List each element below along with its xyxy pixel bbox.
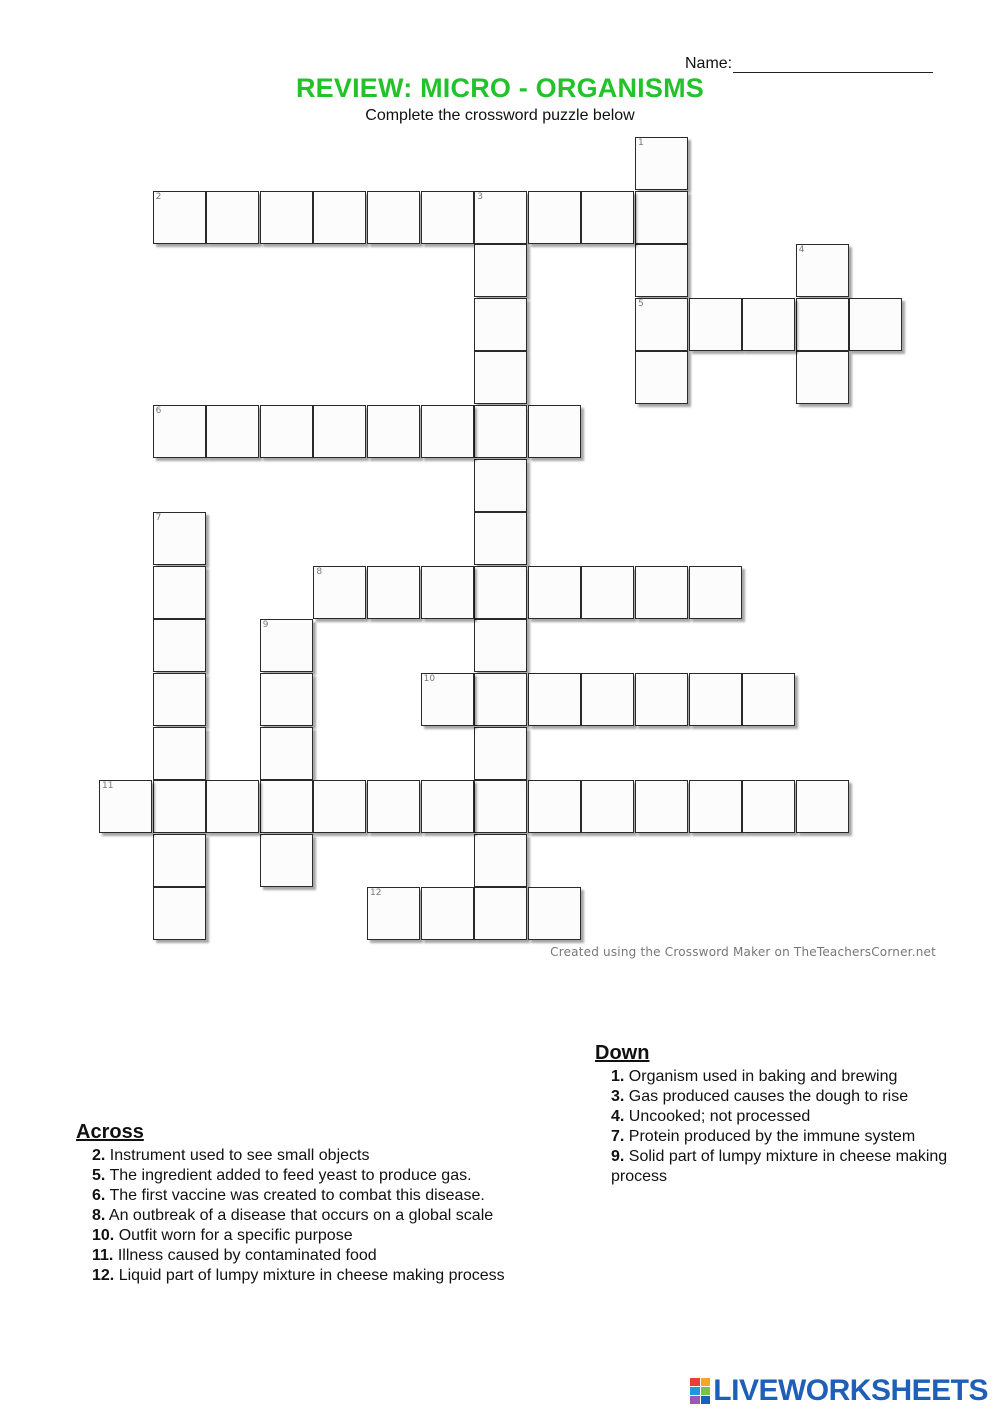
crossword-cell[interactable] <box>153 780 206 833</box>
crossword-cell[interactable] <box>206 191 259 244</box>
logo-square <box>690 1396 700 1404</box>
clue-number: 7 <box>155 513 162 524</box>
clue-text: The ingredient added to feed yeast to produce gas. <box>109 1167 472 1184</box>
crossword-cell[interactable] <box>474 619 527 672</box>
down-clue-list <box>595 1067 955 1187</box>
down-clue <box>611 1127 955 1147</box>
crossword-cell[interactable] <box>689 780 742 833</box>
crossword-cell[interactable] <box>367 405 420 458</box>
crossword-cell[interactable] <box>153 673 206 726</box>
clue-number: 6 <box>155 406 162 416</box>
clue-text: Gas produced causes the dough to rise <box>628 1088 909 1105</box>
logo-square <box>690 1387 700 1395</box>
clue-number: 1. <box>611 1068 625 1085</box>
down-clue <box>611 1147 955 1187</box>
crossword-cell[interactable] <box>635 244 688 297</box>
crossword-cell[interactable] <box>635 137 688 190</box>
clue-number: 11. <box>92 1247 114 1264</box>
clue-number: 1 <box>638 138 644 148</box>
across-clue <box>92 1186 576 1206</box>
crossword-cell[interactable] <box>528 780 581 833</box>
down-clue <box>611 1107 955 1127</box>
crossword-cell[interactable] <box>528 191 581 244</box>
crossword-cell[interactable] <box>528 887 581 940</box>
crossword-cell[interactable] <box>260 727 313 780</box>
crossword-cell[interactable] <box>635 191 688 244</box>
crossword-cell[interactable] <box>581 780 634 833</box>
crossword-cell[interactable] <box>474 298 527 351</box>
crossword-cell[interactable] <box>689 298 742 351</box>
crossword-cell[interactable] <box>474 727 527 780</box>
clue-number: 2 <box>155 191 162 202</box>
crossword-cell[interactable] <box>153 887 206 940</box>
clue-number: 12 <box>370 888 382 899</box>
across-clue <box>92 1146 576 1166</box>
crossword-cell[interactable] <box>421 566 474 619</box>
logo-square <box>701 1396 711 1404</box>
clue-number: 10. <box>92 1227 115 1244</box>
clue-number: 8. <box>92 1207 106 1224</box>
crossword-cell[interactable] <box>635 566 688 619</box>
crossword-cell[interactable] <box>796 780 849 833</box>
across-clue <box>92 1206 576 1226</box>
clue-number: 9 <box>262 620 269 631</box>
crossword-cell[interactable] <box>474 673 527 726</box>
clue-number: 4 <box>798 245 805 256</box>
down-clue <box>611 1067 955 1087</box>
clue-number: 12. <box>92 1267 115 1284</box>
liveworksheets-logo <box>690 1374 988 1408</box>
clue-number: 10 <box>423 674 436 684</box>
clue-number: 3 <box>477 191 483 202</box>
logo-square <box>701 1378 711 1386</box>
crossword-cell[interactable] <box>528 405 581 458</box>
crossword-cell[interactable] <box>474 351 527 404</box>
crossword-cell[interactable] <box>313 566 366 619</box>
clue-number: 3. <box>611 1088 625 1105</box>
clue-number: 9. <box>611 1148 625 1165</box>
crossword-cell[interactable] <box>474 887 527 940</box>
crossword-cell[interactable] <box>474 244 527 297</box>
crossword-cell[interactable] <box>260 619 313 672</box>
clue-number: 5 <box>638 298 644 309</box>
crossword-cell[interactable] <box>313 780 366 833</box>
crossword-cell[interactable] <box>206 405 259 458</box>
clue-number: 6. <box>92 1187 106 1204</box>
crossword-cell[interactable] <box>689 566 742 619</box>
page-subtitle: Complete the crossword puzzle below <box>365 107 635 124</box>
crossword-cell[interactable] <box>474 191 527 244</box>
crossword-cell[interactable] <box>742 298 795 351</box>
liveworksheets-logo-icon <box>690 1378 710 1404</box>
crossword-cell[interactable] <box>474 834 527 887</box>
crossword-cell[interactable] <box>313 191 366 244</box>
across-heading: Across <box>76 1121 144 1143</box>
crossword-cell[interactable] <box>153 619 206 672</box>
crossword-cell[interactable] <box>528 673 581 726</box>
crossword-cell[interactable] <box>474 459 527 512</box>
across-clue <box>92 1226 576 1246</box>
crossword-cell[interactable] <box>635 298 688 351</box>
across-clue <box>92 1246 576 1266</box>
crossword-cell[interactable] <box>260 780 313 833</box>
clue-text: Instrument used to see small objects <box>109 1147 370 1164</box>
crossword-cell[interactable] <box>260 191 313 244</box>
crossword-cell[interactable] <box>796 244 849 297</box>
crossword-cell[interactable] <box>528 566 581 619</box>
crossword-cell[interactable] <box>153 405 206 458</box>
credit-text: Created using the Crossword Maker on TheTeachersCorner.net <box>550 945 936 959</box>
across-clue <box>92 1166 576 1186</box>
crossword-cell[interactable] <box>796 351 849 404</box>
across-clue <box>92 1266 576 1286</box>
crossword-cell[interactable] <box>367 780 420 833</box>
crossword-cell[interactable] <box>742 673 795 726</box>
crossword-cell[interactable] <box>474 405 527 458</box>
crossword-cell[interactable] <box>260 673 313 726</box>
crossword-cell[interactable] <box>635 780 688 833</box>
crossword-cell[interactable] <box>796 298 849 351</box>
crossword-cell[interactable] <box>153 834 206 887</box>
crossword-cell[interactable] <box>206 780 259 833</box>
crossword-cell[interactable] <box>474 566 527 619</box>
crossword-cell[interactable] <box>581 191 634 244</box>
clue-text: Outfit worn for a specific purpose <box>118 1227 353 1244</box>
logo-square <box>701 1387 711 1395</box>
page-title: REVIEW: MICRO - ORGANISMS <box>295 73 704 103</box>
clue-text: Illness caused by contaminated food <box>117 1247 377 1264</box>
crossword-cell[interactable] <box>742 780 795 833</box>
crossword-cell[interactable] <box>260 834 313 887</box>
crossword-cell[interactable] <box>421 887 474 940</box>
crossword-cell[interactable] <box>421 673 474 726</box>
crossword-cell[interactable] <box>367 191 420 244</box>
clue-text: Solid part of lumpy mixture in cheese making process <box>611 1148 948 1185</box>
crossword-cell[interactable] <box>635 673 688 726</box>
down-clue <box>611 1087 955 1107</box>
across-clues <box>76 1121 576 1286</box>
crossword-cell[interactable] <box>421 191 474 244</box>
clue-text: The first vaccine was created to combat this disease. <box>109 1187 485 1204</box>
crossword-cell[interactable] <box>99 780 152 833</box>
crossword-cell[interactable] <box>635 351 688 404</box>
clue-number: 2. <box>92 1147 106 1164</box>
crossword-cell[interactable] <box>153 566 206 619</box>
clue-text: Liquid part of lumpy mixture in cheese making process <box>118 1267 505 1284</box>
clue-number: 11 <box>102 781 114 792</box>
clue-number: 5. <box>92 1167 106 1184</box>
liveworksheets-logo-text: LIVEWORKSHEETS <box>713 1374 988 1407</box>
clue-number: 7. <box>611 1128 625 1145</box>
crossword-cell[interactable] <box>260 405 313 458</box>
crossword-cell[interactable] <box>474 780 527 833</box>
clue-text: Protein produced by the immune system <box>628 1128 916 1145</box>
crossword-cell[interactable] <box>367 566 420 619</box>
crossword-cell[interactable] <box>153 512 206 565</box>
crossword-cell[interactable] <box>689 673 742 726</box>
clue-number: 8 <box>316 566 323 577</box>
crossword-cell[interactable] <box>581 673 634 726</box>
clue-text: Organism used in baking and brewing <box>628 1068 898 1085</box>
down-heading: Down <box>595 1042 650 1064</box>
clue-number: 4. <box>611 1108 625 1125</box>
crossword-cell[interactable] <box>367 887 420 940</box>
logo-square <box>690 1378 700 1386</box>
crossword-cell[interactable] <box>153 191 206 244</box>
across-clue-list <box>76 1146 576 1286</box>
crossword-cell[interactable] <box>474 512 527 565</box>
crossword-cell[interactable] <box>421 780 474 833</box>
crossword-cell[interactable] <box>153 727 206 780</box>
down-clues <box>595 1042 955 1187</box>
clue-text: Uncooked; not processed <box>628 1108 811 1125</box>
crossword-cell[interactable] <box>313 405 366 458</box>
clue-text: An outbreak of a disease that occurs on a global scale <box>108 1207 494 1224</box>
crossword-cell[interactable] <box>581 566 634 619</box>
crossword-cell[interactable] <box>849 298 902 351</box>
crossword-cell[interactable] <box>421 405 474 458</box>
name-label: Name: <box>685 55 733 72</box>
